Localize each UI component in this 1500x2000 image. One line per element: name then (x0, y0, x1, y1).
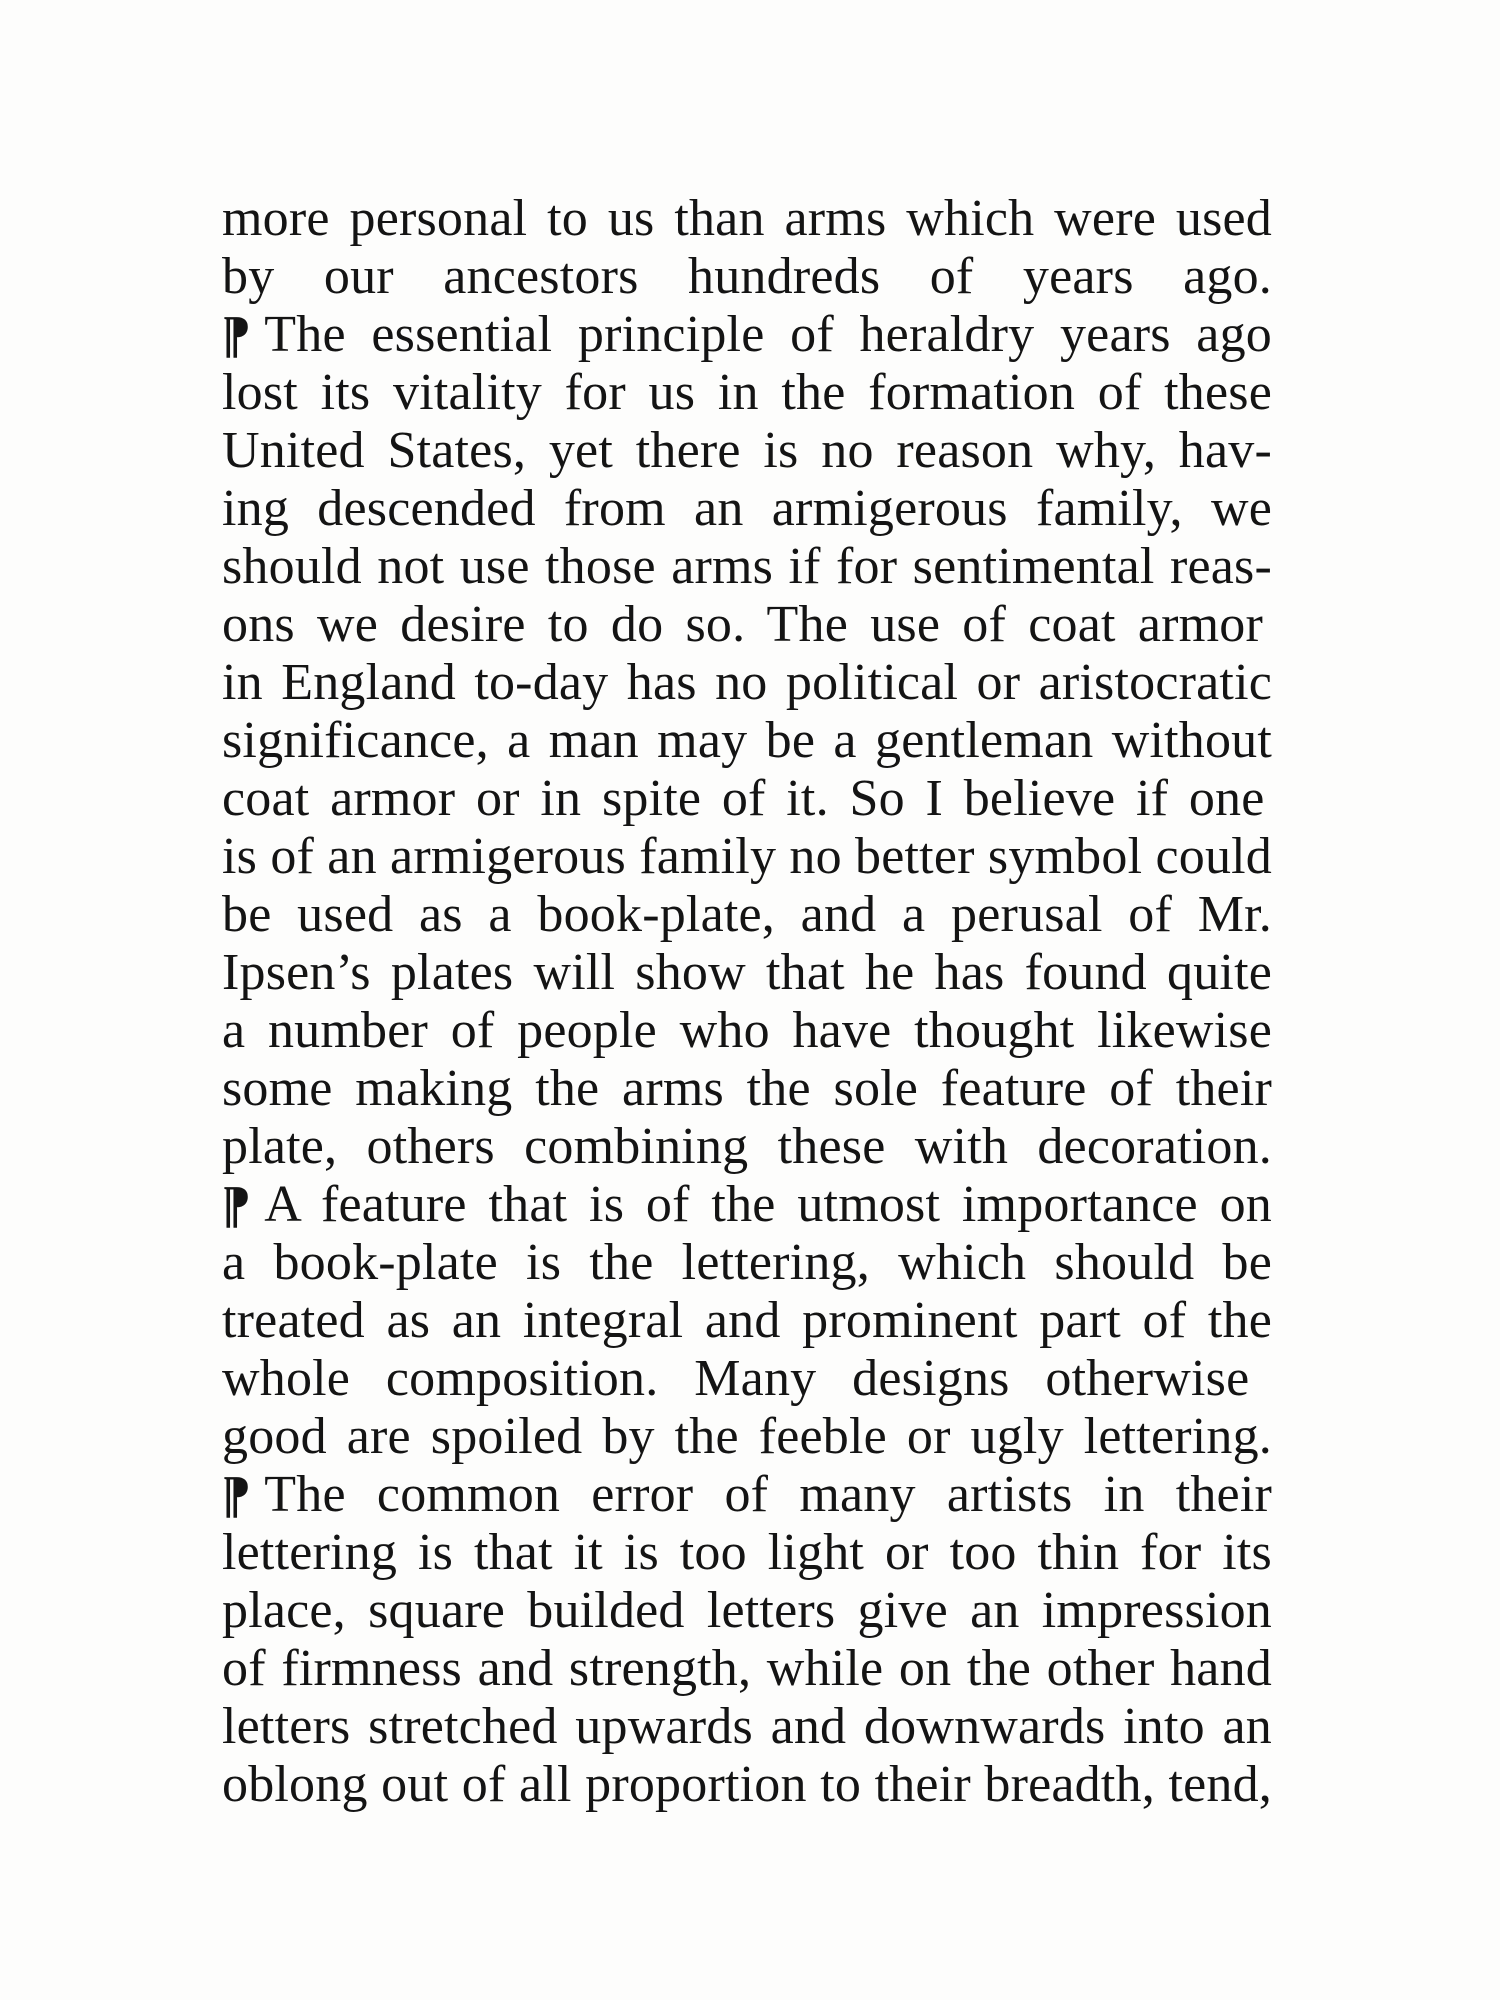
text-line: in England to-day has no political or aristocratic (222, 654, 1272, 711)
text-line: ¶ The essential principle of heraldry years ago (222, 306, 1272, 363)
text-line: letters stretched upwards and downwards into an (222, 1698, 1272, 1755)
text-line: a book-plate is the lettering, which should be (222, 1234, 1272, 1291)
text-line: ons we desire to do so. The use of coat armor (222, 596, 1263, 653)
text-line: of firmness and strength, while on the other hand (222, 1640, 1272, 1697)
text-line: lost its vitality for us in the formation of these (222, 364, 1272, 421)
text-line: significance, a man may be a gentleman without (222, 712, 1272, 769)
text-line: some making the arms the sole feature of their (222, 1060, 1272, 1117)
text-line: is of an armigerous family no better symbol could (222, 828, 1272, 885)
text-line: good are spoiled by the feeble or ugly lettering. (222, 1408, 1272, 1465)
pilcrow-icon: ¶ (222, 306, 251, 363)
text-line: United States, yet there is no reason why, hav- (222, 422, 1272, 479)
text-line: coat armor or in spite of it. So I believe if one (222, 770, 1265, 827)
text-line: Ipsen’s plates will show that he has found quite (222, 944, 1272, 1001)
text-line: ing descended from an armigerous family, we (222, 480, 1272, 537)
text-line: a number of people who have thought likewise (222, 1002, 1272, 1059)
text-line: should not use those arms if for sentimental reas- (222, 538, 1272, 595)
text-line: place, square builded letters give an impression (222, 1582, 1272, 1639)
text-line: lettering is that it is too light or too thin for its (222, 1524, 1272, 1581)
pilcrow-icon: ¶ (222, 1466, 251, 1523)
text-line: by our ancestors hundreds of years ago. (222, 248, 1272, 305)
text-line: be used as a book-plate, and a perusal of Mr. (222, 886, 1272, 943)
text-line: plate, others combining these with decoration. (222, 1118, 1272, 1175)
text-line: ¶ A feature that is of the utmost importance on (222, 1176, 1272, 1233)
pilcrow-icon: ¶ (222, 1176, 251, 1233)
text-line: whole composition. Many designs otherwise (222, 1350, 1250, 1407)
text-line: more personal to us than arms which were used (222, 190, 1272, 247)
text-line: treated as an integral and prominent part of the (222, 1292, 1272, 1349)
text-line: ¶ The common error of many artists in their (222, 1466, 1272, 1523)
text-line: oblong out of all proportion to their breadth, tend, (222, 1756, 1272, 1813)
